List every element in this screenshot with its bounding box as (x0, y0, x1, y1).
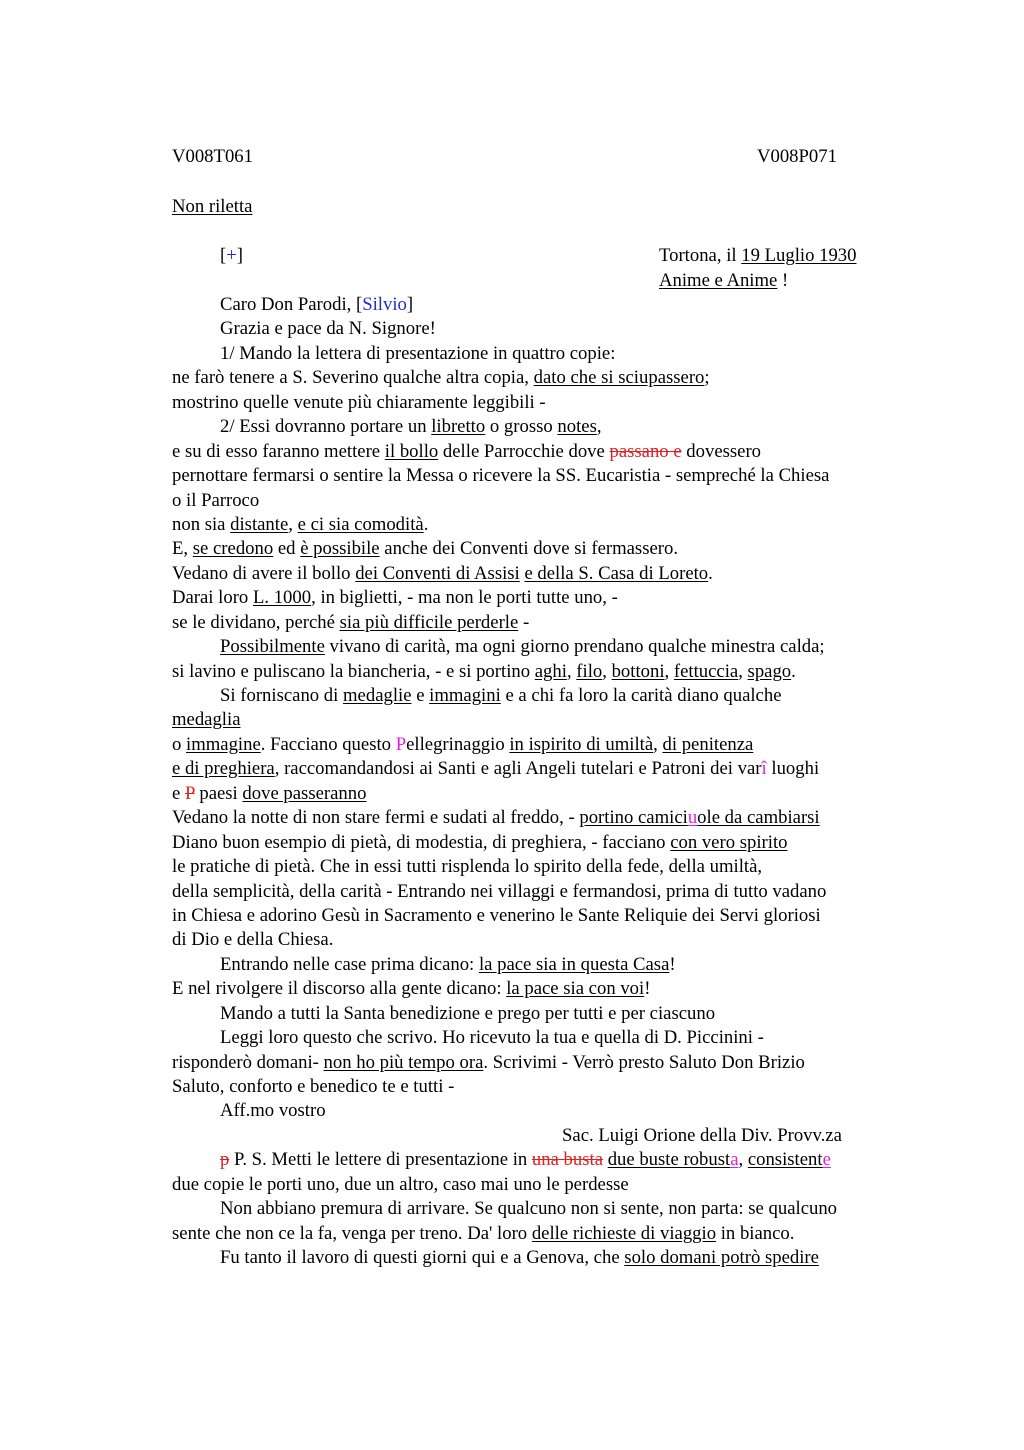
text-line: si lavino e puliscano la biancheria, - e si portino aghi, filo, bottoni, fettuccia, spago. (172, 661, 796, 682)
text-line: o il Parroco (172, 490, 260, 511)
text-line: ne farò tenere a S. Severino qualche altra copia, dato che si sciupassero; (172, 367, 710, 388)
text-line: e su di esso faranno mettere il bollo delle Parrocchie dove passano e dovessero (172, 441, 762, 462)
place-date: Tortona, il 19 Luglio 1930 (659, 245, 857, 266)
correction-text: P (395, 734, 407, 755)
text-line: Non abbiano premura di arrivare. Se qualcuno non si sente, non parta: se qualcuno (220, 1198, 838, 1219)
text-line: E nel rivolgere il discorso alla gente dicano: la pace sia con voi! (172, 978, 651, 999)
postscript-line: p P. S. Metti le lettere di presentazione in una busta due buste robusta, consistente (220, 1149, 831, 1170)
text-line: Vedano la notte di non stare fermi e sudati al freddo, - portino camiciuole da cambiarsi (172, 807, 820, 828)
text-line: o immagine. Facciano questo Pellegrinaggio in ispirito di umiltà, di penitenza (172, 734, 754, 755)
text-line: Mando a tutti la Santa benedizione e prego per tutti e per ciascuno (220, 1003, 716, 1024)
text-line: medaglia (172, 709, 241, 730)
closing: Aff.mo vostro (220, 1100, 326, 1121)
deleted-text: una busta (531, 1149, 604, 1170)
text-line: le pratiche di pietà. Che in essi tutti risplenda lo spirito della fede, della umiltà, (172, 856, 763, 877)
text-line: due copie le porti uno, due un altro, caso mai uno le perdesse (172, 1174, 629, 1195)
text-line: di Dio e della Chiesa. (172, 929, 334, 950)
text-line: e di preghiera, raccomandandosi ai Santi e agli Angeli tutelari e Patroni dei varî luoghi (172, 758, 820, 779)
text-line: Leggi loro questo che scrivo. Ho ricevuto la tua e quella di D. Piccinini - (220, 1027, 764, 1048)
correction-text: î (761, 758, 767, 779)
text-line: Vedano di avere il bollo dei Conventi di Assisi e della S. Casa di Loreto. (172, 563, 713, 584)
text-line: 2/ Essi dovranno portare un libretto o grosso notes, (220, 416, 602, 437)
text-line: in Chiesa e adorino Gesù in Sacramento e venerino le Sante Reliquie dei Servi gloriosi (172, 905, 821, 926)
text-line: Si forniscano di medaglie e immagini e a chi fa loro la carità diano qualche (220, 685, 782, 706)
text-line: 1/ Mando la lettera di presentazione in quattro copie: (220, 343, 616, 364)
text-line: mostrino quelle venute più chiaramente leggibili - (172, 392, 546, 413)
greeting: Grazia e pace da N. Signore! (220, 318, 436, 339)
text-line: non sia distante, e ci sia comodità. (172, 514, 429, 535)
motto: Anime e Anime ! (659, 270, 789, 291)
archive-code-right: V008P071 (757, 146, 837, 167)
text-line: pernottare fermarsi o sentire la Messa o ricevere la SS. Eucaristia - sempreché la Chiesa (172, 465, 830, 486)
text-line: Fu tanto il lavoro di questi giorni qui e a Genova, che solo domani potrò spedire (220, 1247, 819, 1268)
text-line: Entrando nelle case prima dicano: la pace sia in questa Casa! (220, 954, 676, 975)
text-line: E, se credono ed è possibile anche dei Conventi dove si fermassero. (172, 538, 678, 559)
archive-code-left: V008T061 (172, 146, 253, 167)
text-line: Saluto, conforto e benedico te e tutti - (172, 1076, 455, 1097)
signature: Sac. Luigi Orione della Div. Provv.za (562, 1125, 842, 1146)
status-note: Non riletta (172, 196, 253, 217)
text-line: e P paesi dove passeranno (172, 783, 367, 804)
correction-text: a (730, 1149, 739, 1170)
text-line: della semplicità, della carità - Entrando nei villaggi e fermandosi, prima di tutto vadano (172, 881, 827, 902)
cross-marker: [+] (220, 245, 244, 266)
deleted-text: p (220, 1149, 230, 1170)
deleted-text: passano e (609, 441, 682, 462)
text-line: sente che non ce la fa, venga per treno. Da' loro delle richieste di viaggio in bianco. (172, 1223, 795, 1244)
correction-text: u (687, 807, 698, 828)
cross-mark: + (226, 245, 237, 266)
correction-text: e (822, 1149, 831, 1170)
text-line: Possibilmente vivano di carità, ma ogni giorno prendano qualche minestra calda; (220, 636, 825, 657)
text-line: Darai loro L. 1000, in biglietti, - ma non le porti tutte uno, - (172, 587, 618, 608)
salutation: Caro Don Parodi, [Silvio] (220, 294, 414, 315)
text-line: risponderò domani- non ho più tempo ora. Scrivimi - Verrò presto Saluto Don Brizio (172, 1052, 805, 1073)
deleted-text: P (184, 783, 195, 804)
text-line: Diano buon esempio di pietà, di modestia, di preghiera, - facciano con vero spirito (172, 832, 788, 853)
text-line: se le dividano, perché sia più difficile perderle - (172, 612, 530, 633)
